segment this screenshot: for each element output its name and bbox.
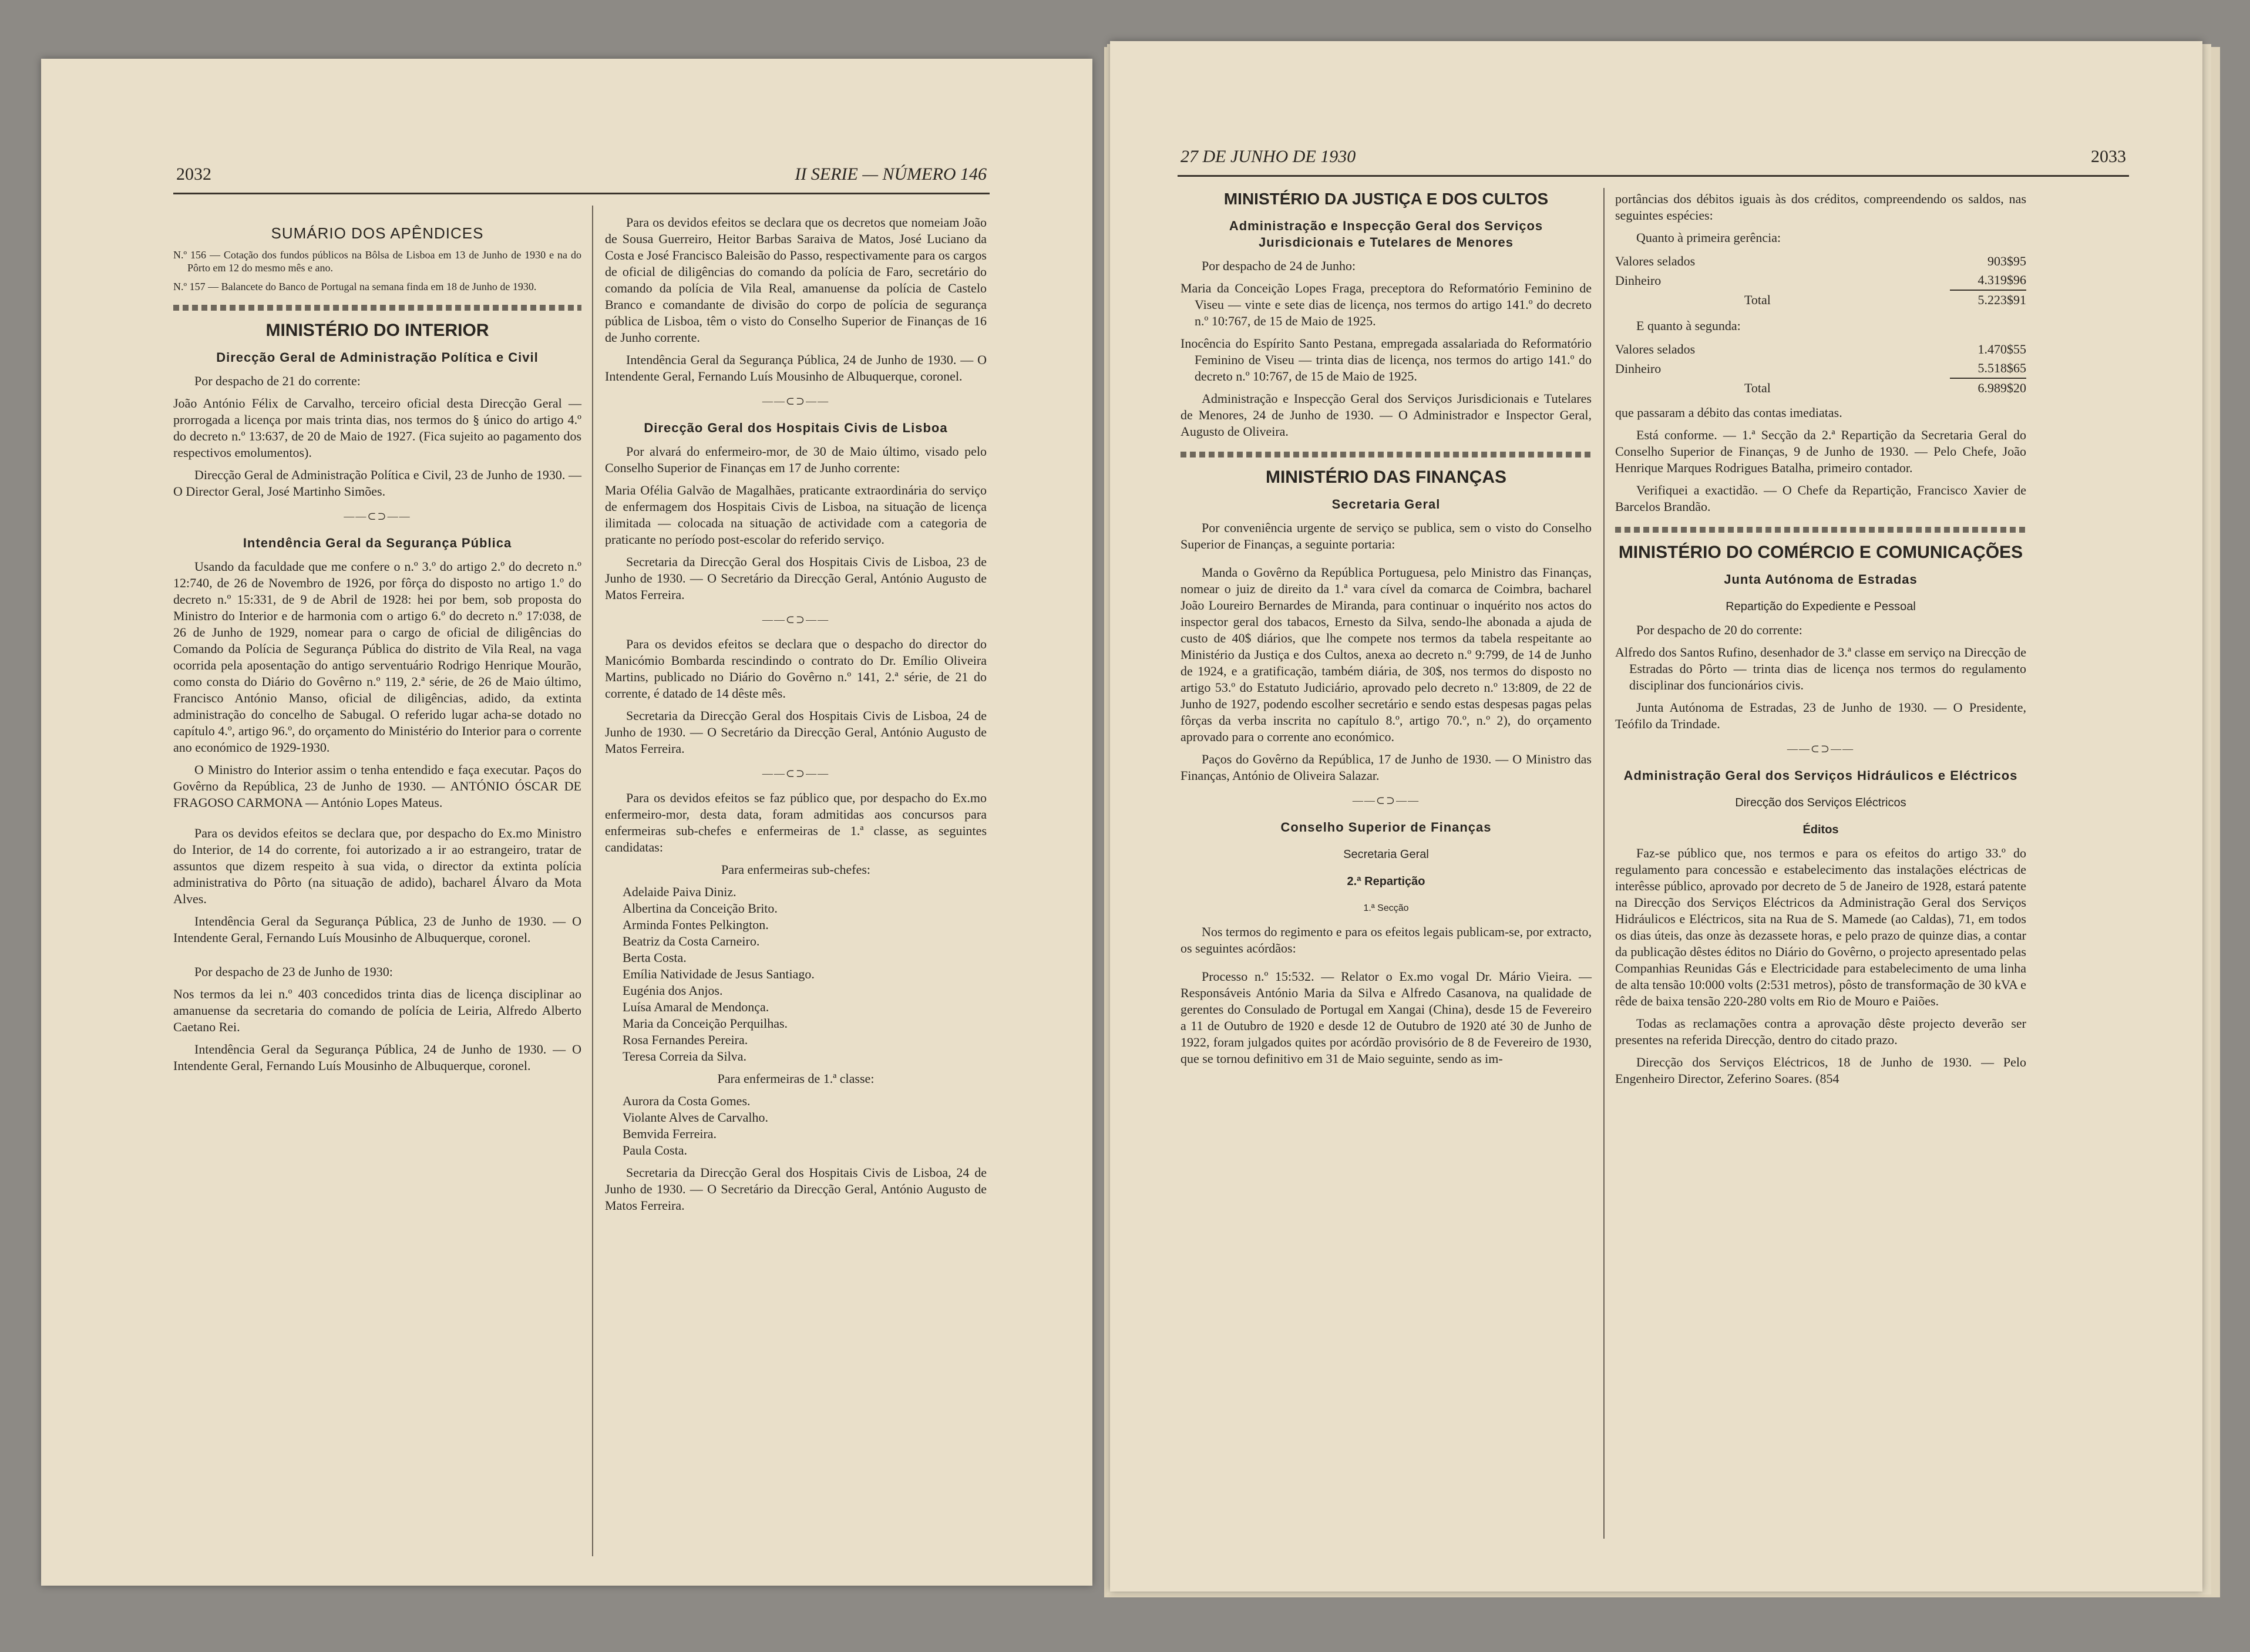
page-date: 27 DE JUNHO DE 1930 [1181,147,1356,166]
section-subheading: Secretaria Geral [1343,848,1429,861]
list-title: Para enfermeiras sub-chefes: [721,862,871,877]
primeira-list [605,1093,987,1159]
paragraph: Inocência do Espírito Santo Pestana, empregada assalariada do Reformatório Feminino de Viseu — trinta dias de licença, nos termos do artigo 141.º do decreto n.º 10:767, de 15 de Maio de 1925. [1181,336,1592,383]
ministry-heading: MINISTÉRIO DO COMÉRCIO E COMUNICAÇÕES [1618,543,2023,562]
paragraph: Por alvará do enfermeiro-mor, de 30 de Maio último, visado pelo Conselho Superior de Finanças em 17 de Junho corrente: [605,444,987,475]
paragraph: Por conveniência urgente de serviço se publica, sem o visto do Conselho Superior de Finanças, a seguinte portaria: [1181,520,1592,551]
list-item: Aurora da Costa Gomes. [623,1094,751,1108]
paragraph: que passaram a débito das contas imediatas. [1615,405,1842,420]
header-rule [173,193,990,194]
paragraph: Para os devidos efeitos se declara que os decretos que nomeiam João de Sousa Guerreiro, Heitor Barbas Saraiva de Matos, José Luciano da Costa e José Francisco Baleisão do Passo, respectivamente para os cargos de oficial de diligências do comando da polícia de Faro, secretário do comando da polícia de Vila Real, amanuense da polícia de Castelo Branco e comandante de divisão do corpo de polícia de segurança pública de Lisboa, têm o visto do Conselho Superior de Finanças de 16 de Junho corrente. [605,215,987,345]
paragraph: Maria da Conceição Lopes Fraga, preceptora do Reformatório Feminino de Viseu — vinte e sete dias de licença, nos termos do artigo 141.º do decreto n.º 10:767, de 15 de Maio de 1925. [1181,281,1592,328]
series-title: II SERIE — NÚMERO 146 [795,164,987,184]
paragraph: João António Félix de Carvalho, terceiro oficial desta Direcção Geral — prorrogada a licença por mais trinta dias, nos termos do § único do artigo 4.º do decreto n.º 13:637, de 20 de Maio de 1927. (Fica sujeito ao pagamento dos respectivos emolumentos). [173,396,581,460]
ministry-heading: MINISTÉRIO DA JUSTIÇA E DOS CULTOS [1223,190,1549,208]
list-item: Beatriz da Costa Carneiro. [623,934,760,948]
sumario-title: SUMÁRIO DOS APÊNDICES [271,224,484,242]
ornament: ——⊂⊃—— [762,395,830,407]
signature-paragraph: Direcção Geral de Administração Política e Civil, 23 de Junho de 1930. — O Director Geral, José Martinho Simões. [173,467,581,499]
list-item: Berta Costa. [623,950,687,965]
ornament: ——⊂⊃—— [344,510,411,522]
account-table-1 [1615,252,2026,309]
section-heading: Direcção Geral de Administração Política e Civil [216,350,539,365]
left-column-2 [605,214,987,1220]
page-header [1181,147,2126,170]
signature-paragraph: Verifiquei a exactidão. — O Chefe da Repartição, Francisco Xavier de Barcelos Brandão. [1615,483,2026,514]
signature-paragraph: Junta Autónoma de Estradas, 23 de Junho de 1930. — O Presidente, Teófilo da Trindade. [1615,700,2026,731]
row-value: 903$95 [1987,254,2026,268]
section-subheading: Éditos [1802,823,1839,836]
paragraph: O Ministro do Interior assim o tenha entendido e faça executar. Paços do Govêrno da República, 23 de Junho de 1930. — ANTÓNIO ÓSCAR DE FRAGOSO CARMONA — António Lopes Mateus. [173,762,581,810]
signature-paragraph: Está conforme. — 1.ª Secção da 2.ª Repartição da Secretaria Geral do Conselho Superior de Finanças, 9 de Junho de 1930. — Pelo Chefe, João Henrique Marques Rodrigues Batalha, primeiro contador. [1615,428,2026,475]
right-column-2 [1615,191,2026,1093]
list-item: Paula Costa. [623,1143,687,1158]
signature-paragraph: Administração e Inspecção Geral dos Serviços Jurisdicionais e Tutelares de Menores, 24 de Junho de 1930. — O Administrador e Inspector Geral, Augusto de Oliveira. [1181,391,1592,439]
sumario-item: N.º 157 — Balancete do Banco de Portugal na semana finda em 18 de Junho de 1930. [173,281,537,292]
row-value: 4.319$96 [1977,272,2026,287]
section-subheading: Repartição do Expediente e Pessoal [1726,600,1916,613]
row-label: Valores selados [1615,254,1696,268]
row-label: Total [1744,380,1771,395]
left-page [41,59,1092,1586]
list-item: Luísa Amaral de Mendonça. [623,1000,769,1014]
paragraph: Por despacho de 23 de Junho de 1930: [194,964,393,979]
list-item: Rosa Fernandes Pereira. [623,1032,748,1047]
paragraph: Maria Ofélia Galvão de Magalhães, praticante extraordinária do serviço de enfermagem dos Hospitais Civis de Lisboa, na situação de licença ilimitada — colocada na situação de actividade com a categoria de praticante no período post-escolar do referido serviço. [605,483,987,547]
paragraph: E quanto à segunda: [1636,318,1741,333]
ministry-heading: MINISTÉRIO DO INTERIOR [265,321,489,340]
ornament: ——⊂⊃—— [762,614,830,625]
header-rule [1178,175,2129,177]
section-divider [173,305,581,311]
section-heading: Secretaria Geral [1331,497,1441,512]
column-divider [592,206,593,1556]
list-item: Bemvida Ferreira. [623,1126,717,1141]
row-value: 5.518$65 [1977,361,2026,375]
section-subheading: Direcção dos Serviços Eléctricos [1735,796,1906,809]
page-header [176,164,987,188]
table-row [1615,378,2026,398]
paragraph: Alfredo dos Santos Rufino, desenhador de 3.ª classe em serviço na Direcção de Estradas do Pôrto — trinta dias de licença nos termos do regulamento disciplinar dos funcionários civis. [1615,645,2026,692]
table-row [1615,290,2026,309]
section-subheading: 2.ª Repartição [1347,875,1425,888]
list-item: Maria da Conceição Perquilhas. [623,1016,788,1031]
paragraph: Todas as reclamações contra a aprovação dêste projecto deverão ser presentes na referida Direcção, dentro do citado prazo. [1615,1016,2026,1047]
table-row [1615,340,2026,359]
table-row [1615,252,2026,271]
paragraph: Para os devidos efeitos se faz público que, por despacho do Ex.mo enfermeiro-mor, desta data, foram admitidas aos concursos para enfermeiras sub-chefes e enfermeiras de 1.ª classe, as seguintes candidatas: [605,790,987,854]
row-label: Total [1744,292,1771,307]
ornament: ——⊂⊃—— [1352,795,1420,806]
signature-paragraph: Secretaria da Direcção Geral dos Hospitais Civis de Lisboa, 23 de Junho de 1930. — O Secretário da Direcção Geral, António Augusto de Matos Ferreira. [605,554,987,602]
paragraph: Para os devidos efeitos se declara que, por despacho do Ex.mo Ministro do Interior, de 14 do corrente, foi autorizado a ir ao estrangeiro, tratar de assuntos que dizem respeito à sua vida, o director da extinta polícia administrativa do Pôrto (na situação de adido), bacharel Álvaro da Mota Alves. [173,826,581,906]
signature-paragraph: Paços do Govêrno da República, 17 de Junho de 1930. — O Ministro das Finanças, António de Oliveira Salazar. [1181,752,1592,783]
signature-paragraph: Direcção dos Serviços Eléctricos, 18 de Junho de 1930. — Pelo Engenheiro Director, Zeferino Soares. (854 [1615,1055,2026,1086]
row-value: 5.223$91 [1950,290,2026,309]
page-number: 2032 [176,164,211,184]
signature-paragraph: Intendência Geral da Segurança Pública, 23 de Junho de 1930. — O Intendente Geral, Fernando Luís Mousinho de Albuquerque, coronel. [173,914,581,945]
row-label: Dinheiro [1615,361,1662,376]
list-item: Arminda Fontes Pelkington. [623,917,769,932]
row-value: 1.470$55 [1977,342,2026,356]
table-row [1615,271,2026,290]
list-title: Para enfermeiras de 1.ª classe: [717,1071,875,1086]
list-item: Eugénia dos Anjos. [623,983,723,998]
right-page [1110,41,2202,1592]
table-row [1615,359,2026,378]
list-item: Violante Alves de Carvalho. [623,1110,768,1125]
section-divider [1181,452,1592,457]
right-column-1 [1181,191,1592,1073]
sumario-item: N.º 156 — Cotação dos fundos públicos na Bôlsa de Lisboa em 13 de Junho de 1930 e na do Pôrto em 12 do mesmo mês e ano. [173,249,581,274]
paragraph: Processo n.º 15:532. — Relator o Ex.mo vogal Dr. Mário Vieira. — Responsáveis António Maria da Silva e Alfredo Casanova, na qualidade de gerentes do Consulado de Portugal em Xangai (China), desde 15 de Fevereiro a 11 de Outubro de 1920 e desde 12 de Outubro de 1920 até 30 de Junho de 1922, foram julgados quites por acórdão provisório de 8 de Fevereiro de 1930, que se tornou definitivo em 31 de Maio seguinte, sendo as im- [1181,969,1592,1066]
paragraph: Nos termos do regimento e para os efeitos legais publicam-se, por extracto, os seguintes acórdãos: [1181,924,1592,955]
paragraph: Por despacho de 20 do corrente: [1636,623,1802,637]
signature-paragraph: Secretaria da Direcção Geral dos Hospitais Civis de Lisboa, 24 de Junho de 1930. — O Secretário da Direcção Geral, António Augusto de Matos Ferreira. [605,708,987,756]
section-heading: Junta Autónoma de Estradas [1724,572,1918,587]
paragraph: Manda o Govêrno da República Portuguesa, pelo Ministro das Finanças, nomear o juiz de direito da 1.ª vara cível da comarca de Coimbra, bacharel João Loureiro Bernardes de Miranda, para continuar o inquérito nos actos do inspector geral dos tabacos, Ernesto da Silva, sendo-lhe abonada a ajuda de custo de 40$ diários, que lhe compete nos termos da tabela respeitante ao Ministério da Justiça e dos Cultos, anexa ao decreto n.º 9:799, de 14 de Junho de 1924, e a gratificação, também diária, de 30$, nos termos do disposto no artigo 53.º do Estatuto Judiciário, aprovado pelo decreto n.º 13:809, de 22 de Junho de 1927, podendo escolher secretário e sendo estas despesas pagas pelas fôrças da verba inscrita no capítulo 8.º, artigo 70.º, n.º 2), do orçamento aprovado para o corrente ano económico. [1181,565,1592,744]
ministry-heading: MINISTÉRIO DAS FINANÇAS [1265,467,1506,487]
ornament: ——⊂⊃—— [762,768,830,779]
row-label: Dinheiro [1615,272,1662,288]
paragraph: Por despacho de 24 de Junho: [1202,258,1356,273]
section-heading: Direcção Geral dos Hospitais Civis de Lisboa [644,420,948,435]
paragraph: Por despacho de 21 do corrente: [194,374,361,388]
paragraph: Quanto à primeira gerência: [1636,230,1781,245]
subchefes-list [605,884,987,1065]
account-table-2 [1615,340,2026,398]
left-column-1 [173,214,581,1080]
signature-paragraph: Intendência Geral da Segurança Pública, 24 de Junho de 1930. — O Intendente Geral, Fernando Luís Mousinho de Albuquerque, coronel. [173,1042,581,1073]
signature-paragraph: Secretaria da Direcção Geral dos Hospitais Civis de Lisboa, 24 de Junho de 1930. — O Secretário da Direcção Geral, António Augusto de Matos Ferreira. [605,1165,987,1213]
signature-paragraph: Intendência Geral da Segurança Pública, 24 de Junho de 1930. — O Intendente Geral, Fernando Luís Mousinho de Albuquerque, coronel. [605,352,987,383]
row-label: Valores selados [1615,342,1696,356]
paragraph: Faz-se público que, nos termos e para os efeitos do artigo 33.º do regulamento para concessão e estabelecimento das instalações eléctricas de interêsse público, aprovado por decreto de 5 de Janeiro de 1928, estará patente na Direcção dos Serviços Eléctricos da Administração Geral dos Serviços Hidráulicos e Eléctricos, sita na Rua de S. Mamede (ao Caldas), 71, em todos os dias úteis, das onze às dezassete horas, e pelo prazo de quinze dias, a contar da publicação dêstes éditos no Diário do Govêrno, o projecto apresentado pelas Companhias Reunidas Gás e Electricidade para estabelecimento de uma linha de alta tensão 10:000 volts (2:531 metros), pôsto de transformação de 30 kVA e rêde de baixa tensão 220-280 volts em Rio de Mouro e Paiões. [1615,846,2026,1008]
section-heading: Intendência Geral da Segurança Pública [243,536,512,550]
section-heading: Administração Geral dos Serviços Hidráulicos e Eléctricos [1623,768,2018,783]
list-item: Emília Natividade de Jesus Santiago. [623,967,815,981]
list-item: Albertina da Conceição Brito. [623,901,778,916]
list-item: Teresa Correia da Silva. [623,1049,747,1064]
paragraph: Nos termos da lei n.º 403 concedidos trinta dias de licença disciplinar ao amanuense da secretaria do comando de polícia de Leiria, Alfredo Alberto Caetano Rei. [173,987,581,1034]
section-heading: Administração e Inspecção Geral dos Serviços Jurisdicionais e Tutelares de Menores [1229,218,1543,250]
paragraph: Para os devidos efeitos se declara que o despacho do director do Manicómio Bombarda rescindindo o contrato do Dr. Emílio Oliveira Martins, publicado no Diário do Govêrno n.º 141, 2.ª série, de 21 do corrente, é datado de 14 dêste mês. [605,637,987,701]
section-subheading: 1.ª Secção [1363,903,1409,913]
paragraph: Usando da faculdade que me confere o n.º 3.º do artigo 2.º do decreto n.º 12:740, de 26 de Novembro de 1926, por fôrça do disposto no artigo 1.º do decreto n.º 15:331, de 9 de Abril de 1928: hei por bem, sob proposta do Ministro do Interior e de harmonia com o artigo 6.º do decreto n.º 17:038, de 26 de Junho de 1929, nomear para o cargo de oficial de diligências do Comando da Polícia de Segurança Pública do distrito de Vila Real, na vaga ocorrida pela aposentação do antigo serventuário Rodrigo Henrique Mourão, como consta do Diário do Govêrno n.º 119, 2.ª série, de 26 de Maio último, Francisco António Manso, oficial de diligências, adido, da extinta administração do concelho de Sabugal. O referido lugar acha-se dotado no capítulo 4.º, artigo 96.º, do orçamento do Ministério do Interior para o corrente ano económico de 1929-1930. [173,559,581,755]
paragraph: portâncias dos débitos iguais às dos créditos, compreendendo os saldos, nas seguintes espécies: [1615,191,2026,223]
page-number: 2033 [2091,147,2126,166]
row-value: 6.989$20 [1950,378,2026,398]
ornament: ——⊂⊃—— [1787,743,1855,755]
section-divider [1615,527,2026,533]
section-heading: Conselho Superior de Finanças [1280,820,1492,835]
column-divider [1603,188,1605,1539]
list-item: Adelaide Paiva Diniz. [623,884,736,899]
